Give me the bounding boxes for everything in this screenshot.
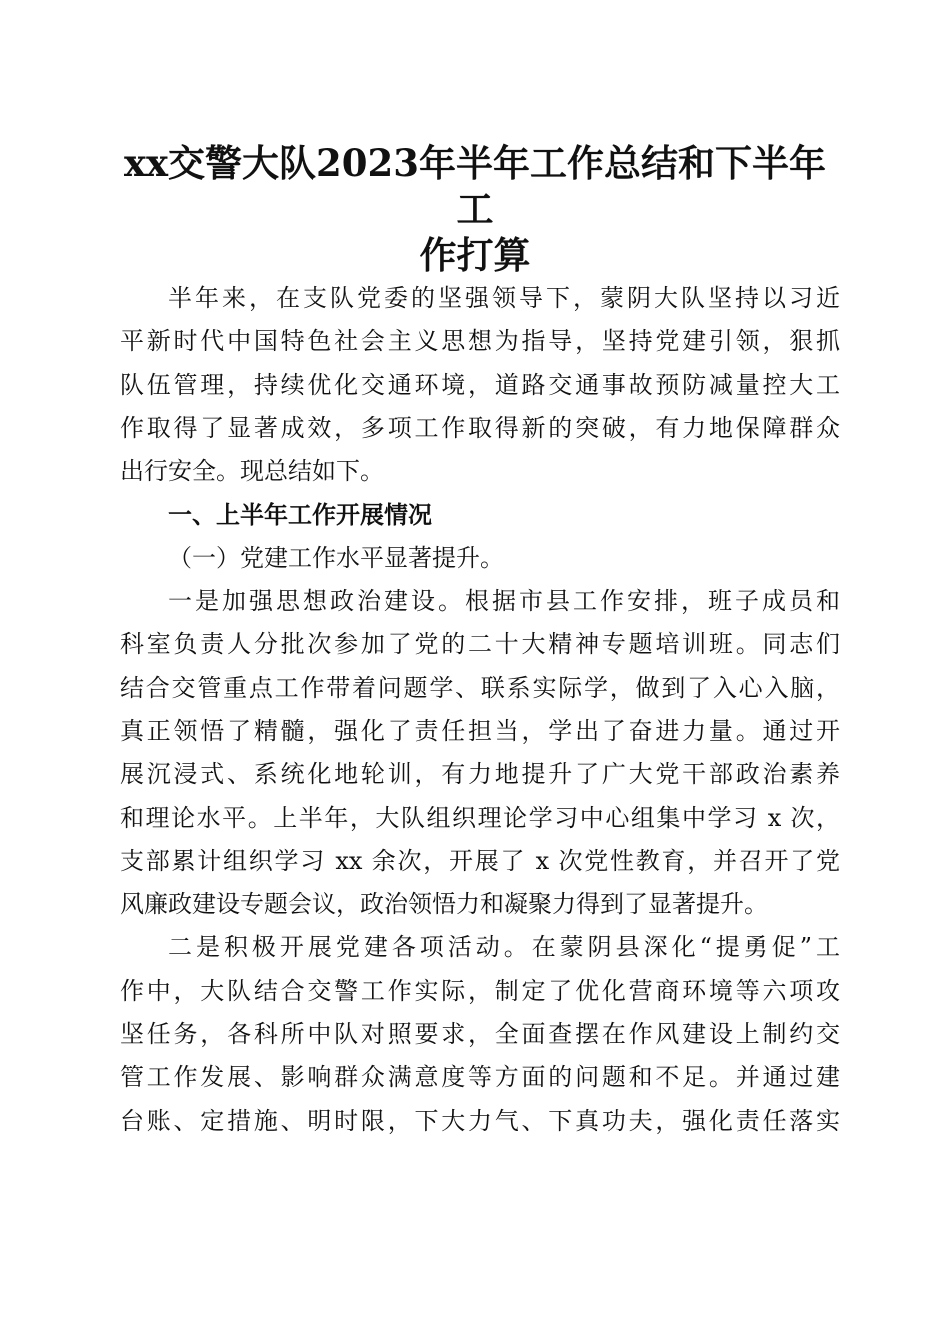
- text-line: 结合交管重点工作带着问题学、联系实际学，做到了入心入脑，: [120, 673, 840, 702]
- text-line: 真正领悟了精髓，强化了责任担当，学出了奋进力量。通过开: [120, 716, 840, 745]
- text-line: 半年来，在支队党委的坚强领导下，蒙阴大队坚持以习近: [168, 284, 840, 312]
- text-line: 和理论水平。上半年，大队组织理论学习中心组集中学习 x 次，: [120, 803, 840, 832]
- text-line: 管工作发展、影响群众满意度等方面的问题和不足。并通过建: [120, 1063, 840, 1092]
- text-line: 展沉浸式、系统化地轮训，有力地提升了广大党干部政治素养: [120, 760, 840, 789]
- document-body: [120, 277, 840, 1143]
- text-line: 出行安全。现总结如下。: [120, 457, 384, 486]
- text-line: 坚任务，各科所中队对照要求，全面查摆在作风建设上制约交: [120, 1020, 840, 1049]
- intro-paragraph: [120, 277, 840, 493]
- paragraph-ideology: [120, 580, 840, 926]
- text-line: 作取得了显著成效，多项工作取得新的突破，有力地保障群众: [120, 413, 840, 442]
- text-line: 平新时代中国特色社会主义思想为指导，坚持党建引领，狠抓: [120, 327, 840, 356]
- section-heading: 一、上半年工作开展情况: [168, 500, 432, 530]
- text-line: 作中，大队结合交警工作实际，制定了优化营商环境等六项攻: [120, 976, 840, 1005]
- text-line: 二是积极开展党建各项活动。在蒙阴县深化“提勇促”工: [168, 933, 840, 962]
- text-line: 科室负责人分批次参加了党的二十大精神专题培训班。同志们: [120, 630, 840, 659]
- title-line: 作打算: [419, 233, 531, 277]
- subsection-heading: （一）党建工作水平显著提升。: [168, 543, 504, 572]
- paragraph-party-activities: [120, 926, 840, 1142]
- document-title: [110, 140, 840, 278]
- text-line: 一是加强思想政治建设。根据市县工作安排，班子成员和: [168, 587, 840, 616]
- text-line: 风廉政建设专题会议，政治领悟力和凝聚力得到了显著提升。: [120, 890, 768, 919]
- title-line: xx交警大队2023年半年工作总结和下半年工: [123, 141, 827, 231]
- text-line: 台账、定措施、明时限，下大力气、下真功夫，强化责任落实: [120, 1106, 840, 1135]
- text-line: 支部累计组织学习 xx 余次，开展了 x 次党性教育，并召开了党: [120, 846, 840, 875]
- text-line: 队伍管理，持续优化交通环境，道路交通事故预防减量控大工: [120, 370, 840, 399]
